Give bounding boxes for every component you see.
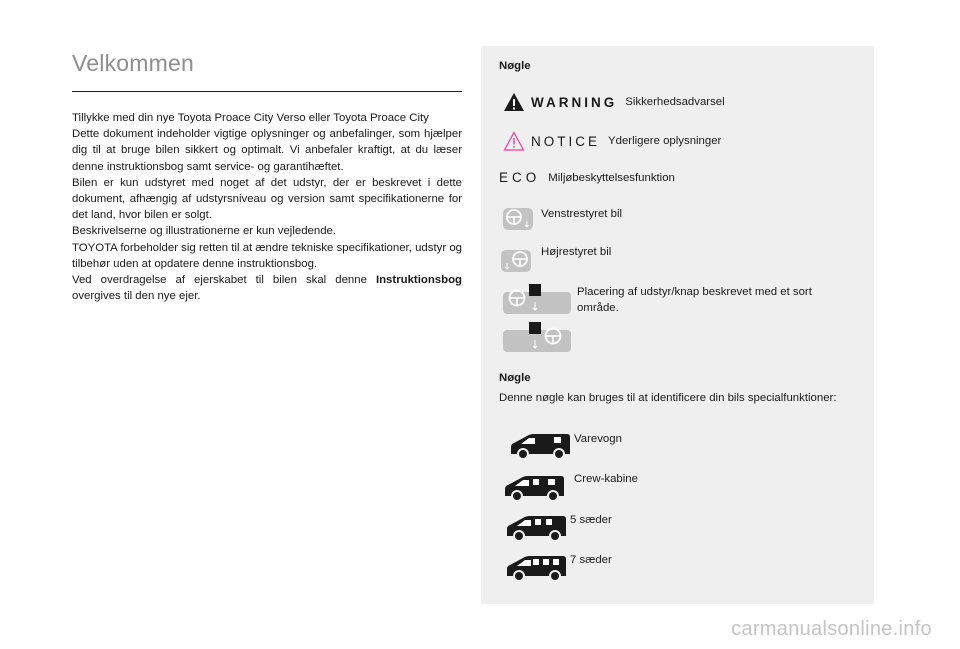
intro-column — [72, 50, 462, 304]
lhd-description: Venstrestyret bil — [541, 208, 623, 220]
warning-word: WARNING — [531, 94, 618, 110]
eco-word: ECO — [499, 170, 541, 185]
notice-word: NOTICE — [531, 133, 601, 149]
position-description: Placering af udstyr/knap beskrevet med et sort område. — [577, 286, 812, 314]
ownership-text: Ved overdragelse af ejerskabet til bilen skal denne — [72, 274, 376, 287]
warning-row — [503, 92, 725, 112]
manual-name: Instruktionsbog — [375, 274, 462, 287]
dashboard-black-area-lhd-icon — [503, 284, 571, 316]
intro-paragraph-ownership — [72, 272, 462, 304]
dashboard-black-area-rhd-icon — [503, 322, 571, 354]
intro-paragraph: TOYOTA forbeholder sig retten til at ændre tekniske specifikationer, udstyr og tilbehør uden at opdatere denne instruktionsbog. — [72, 241, 462, 270]
warning-description: Sikkerhedsadvarsel — [625, 96, 725, 108]
eco-row — [499, 170, 675, 185]
lhd-row — [541, 208, 622, 220]
footer-watermark: carmanualsonline.info — [731, 618, 932, 640]
ownership-text-end: overgives til den nye ejer. — [72, 290, 201, 303]
five-seater-icon — [505, 512, 567, 542]
warning-triangle-icon — [503, 92, 525, 112]
notice-row — [503, 131, 721, 151]
vehicle-label-5-seats: 5 sæder — [570, 514, 612, 526]
right-hand-drive-icon — [501, 248, 531, 274]
key-description: Denne nøgle kan bruges til at identificere din bils specialfunktioner: — [499, 392, 837, 404]
vehicle-label-7-seats: 7 sæder — [570, 554, 612, 566]
van-icon — [509, 430, 571, 460]
notice-description: Yderligere oplysninger — [608, 135, 722, 147]
intro-paragraph: Beskrivelserne og illustrationerne er kun vejledende. — [72, 225, 337, 238]
seven-seater-icon — [505, 552, 567, 582]
intro-paragraph: Dette dokument indeholder vigtige oplysninger og anbefalinger, som hjælper dig til at bruge bilen sikkert og optimalt. Vi anbefaler kraftigt, at du læser denne instruktionsbog samt service- og garantihæftet. — [72, 128, 462, 173]
page-title: Velkommen — [72, 50, 194, 76]
left-hand-drive-icon — [503, 206, 533, 232]
intro-paragraph: Tillykke med din nye Toyota Proace City Verso eller Toyota Proace City — [72, 112, 429, 124]
vehicle-label-van: Varevogn — [574, 433, 622, 445]
intro-paragraph: Bilen er kun udstyret med noget af det udstyr, der er beskrevet i dette dokument, afhængig af udstyrsniveau og version samt specifikationerne for det land, hvor bilen er solgt. — [72, 176, 462, 222]
key-heading-2: Nøgle — [499, 372, 531, 384]
key-panel — [481, 46, 874, 604]
crew-cab-icon — [503, 472, 565, 502]
title-rule — [72, 91, 462, 92]
eco-description: Miljøbeskyttelsesfunktion — [548, 171, 675, 184]
intro-text — [72, 110, 462, 304]
rhd-row — [541, 246, 611, 258]
notice-triangle-icon — [503, 131, 525, 151]
vehicle-label-crew-cab: Crew-kabine — [574, 473, 638, 485]
key-heading: Nøgle — [499, 60, 531, 72]
rhd-description: Højrestyret bil — [541, 246, 612, 258]
